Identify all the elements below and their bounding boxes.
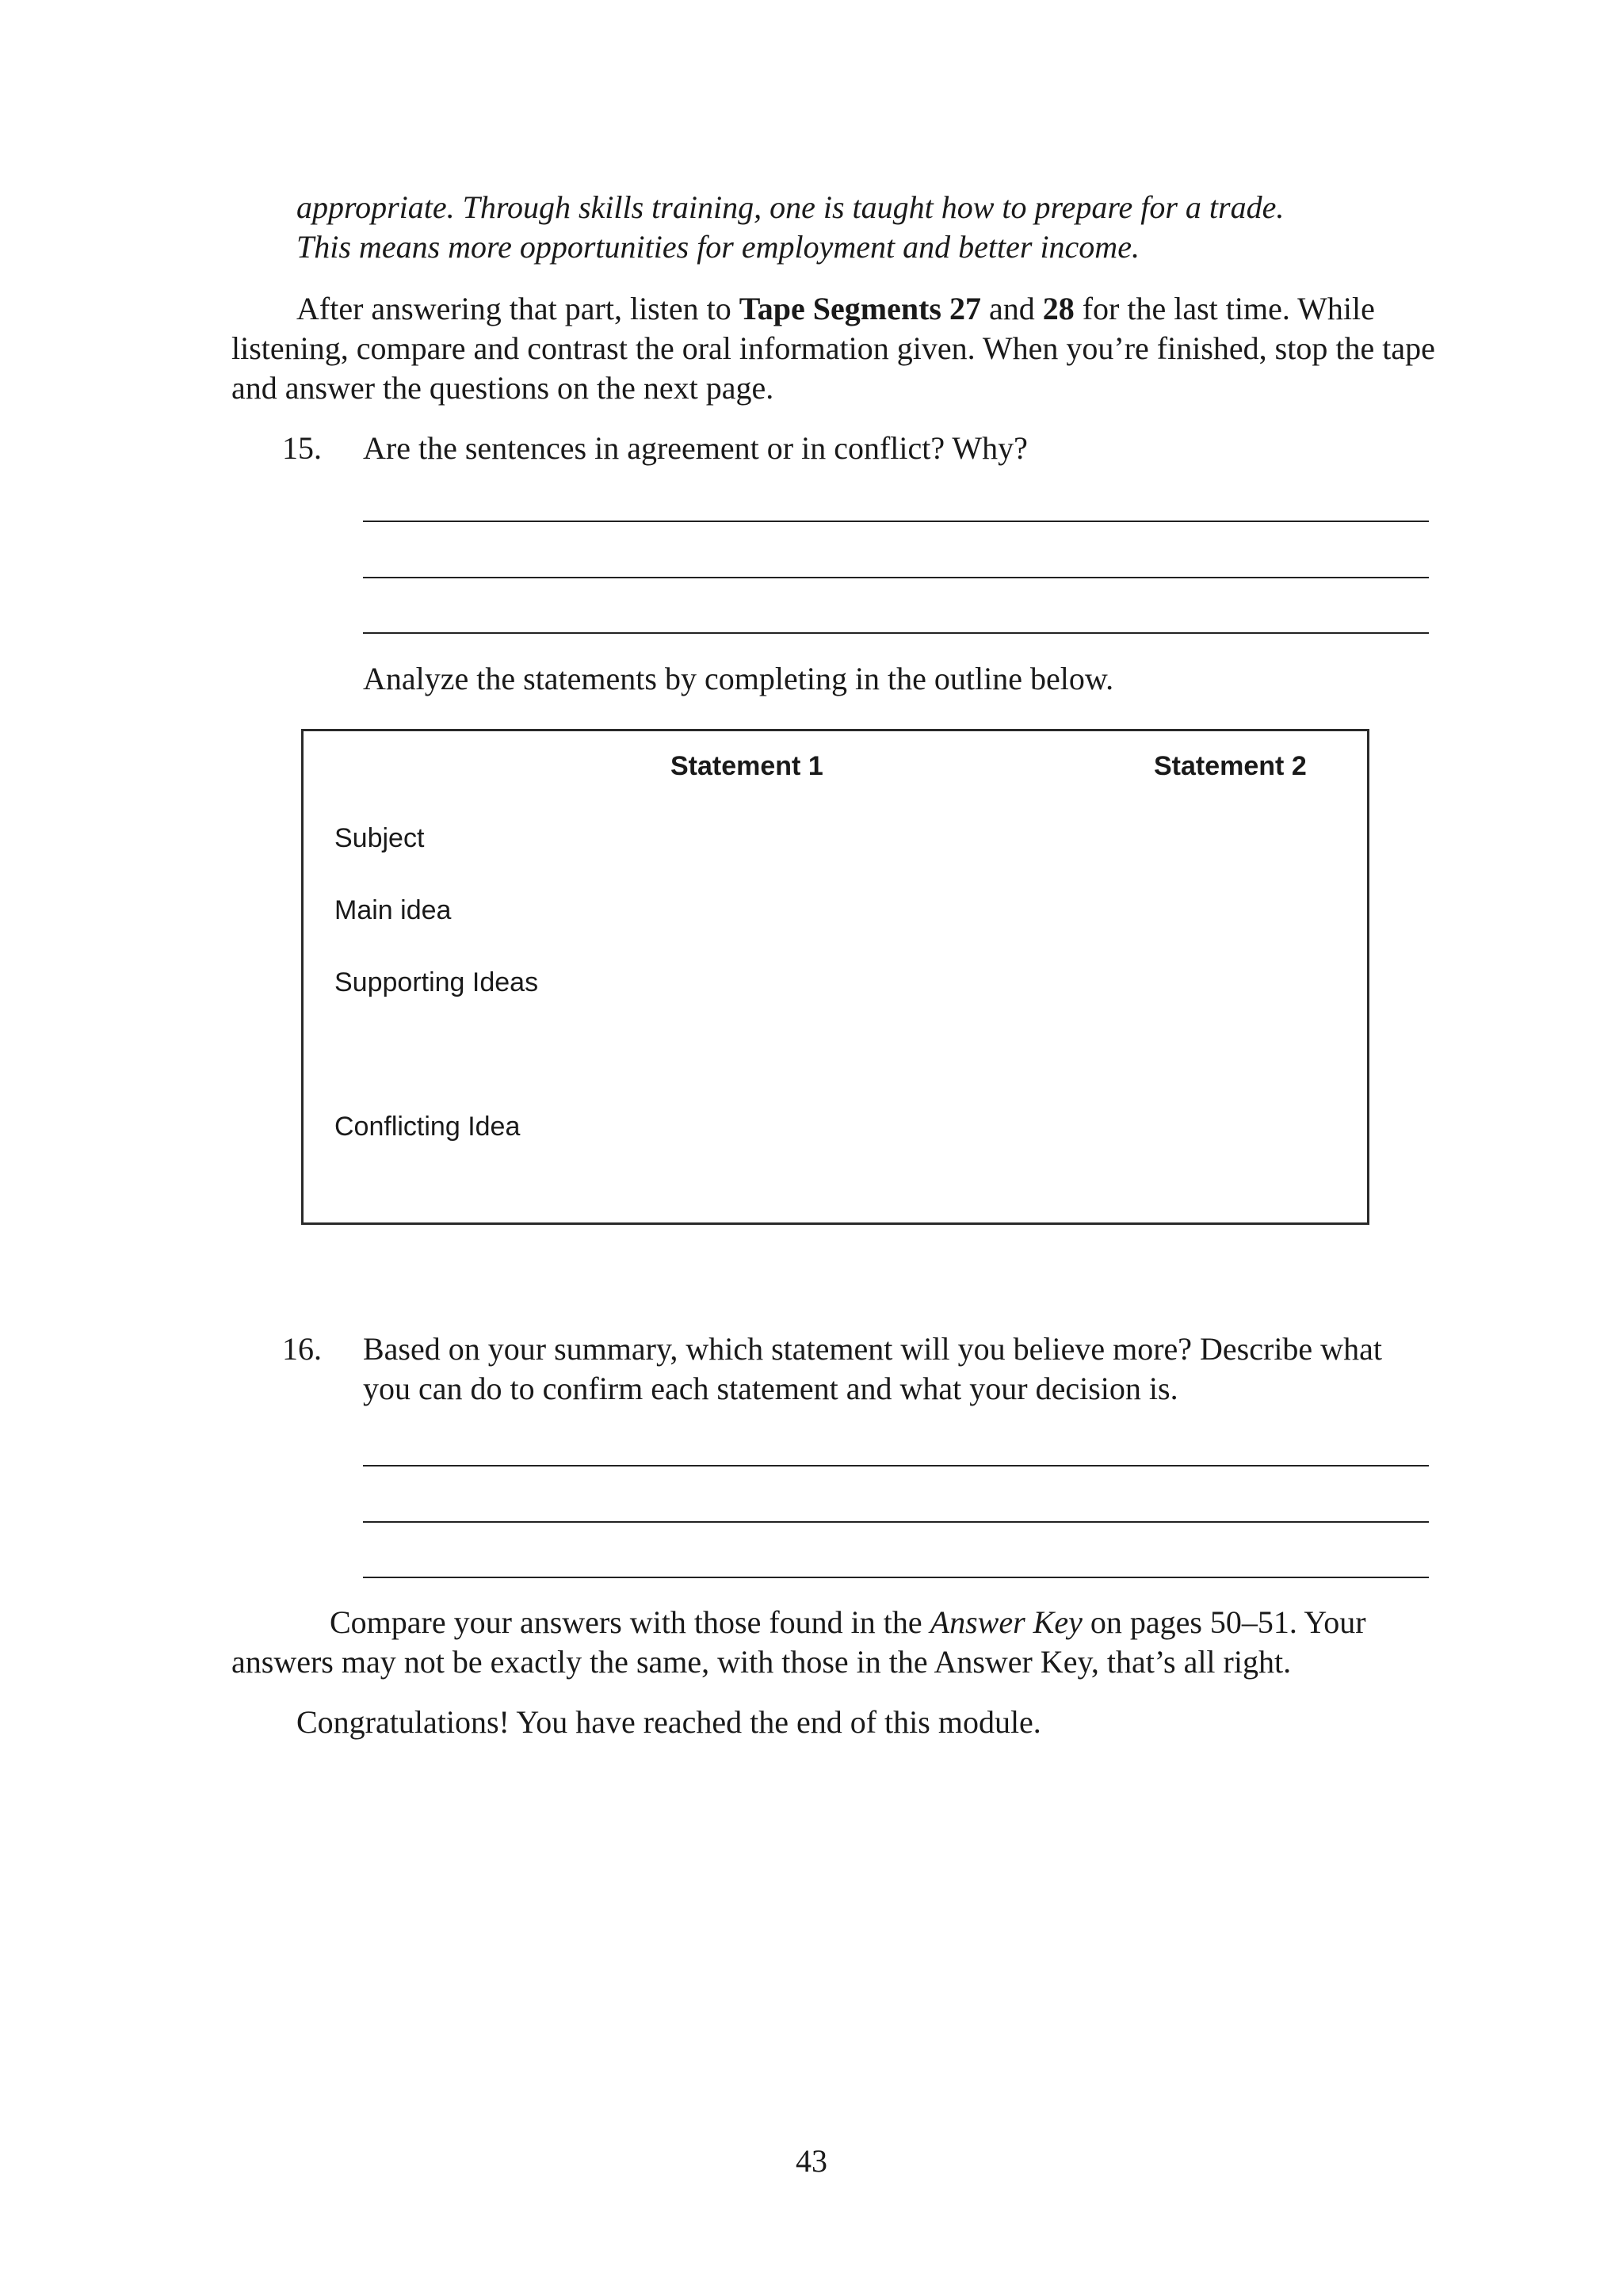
answer-line-15-1[interactable] (363, 521, 1429, 522)
outline-header-statement-1: Statement 1 (670, 751, 823, 781)
instructions-text: and (980, 291, 1043, 326)
question-16-line-2: you can do to confirm each statement and what your decision is. (363, 1371, 1178, 1406)
answer-line-16-2[interactable] (363, 1521, 1429, 1523)
congratulations-text: Congratulations! You have reached the end of this module. (296, 1704, 1041, 1740)
answer-key-reference: Answer Key (930, 1604, 1083, 1640)
answer-line-15-2[interactable] (363, 577, 1429, 578)
page-number: 43 (796, 2143, 827, 2179)
instructions-text: After answering that part, listen to (296, 291, 739, 326)
question-16-line-1: Based on your summary, which statement will you believe more? Describe what (363, 1331, 1382, 1367)
instructions-line-3: and answer the questions on the next page. (231, 370, 774, 406)
analyze-instruction: Analyze the statements by completing in the outline below. (363, 661, 1114, 696)
instructions-line-1 (296, 289, 1375, 329)
instructions-line-2: listening, compare and contrast the oral information given. When you’re finished, stop the tape (231, 330, 1435, 366)
tape-segment-number: 28 (1042, 291, 1075, 326)
intro-line-1: appropriate. Through skills training, one is taught how to prepare for a trade. (296, 189, 1285, 225)
tape-segments-label: Tape Segments 27 (739, 291, 981, 326)
instructions-text: for the last time. While (1074, 291, 1375, 326)
question-16-number: 16. (282, 1331, 322, 1367)
outline-row-supporting-ideas: Supporting Ideas (334, 967, 539, 997)
answer-line-16-1[interactable] (363, 1465, 1429, 1466)
compare-line-2: answers may not be exactly the same, with those in the Answer Key, that’s all right. (231, 1644, 1292, 1680)
answer-line-15-3[interactable] (363, 632, 1429, 634)
outline-row-conflicting-idea: Conflicting Idea (334, 1112, 521, 1142)
outline-row-subject: Subject (334, 823, 425, 853)
answer-line-16-3[interactable] (363, 1577, 1429, 1578)
intro-line-2: This means more opportunities for employment and better income. (296, 229, 1140, 265)
question-15-text: Are the sentences in agreement or in conflict? Why? (363, 430, 1028, 466)
outline-header-statement-2: Statement 2 (1154, 751, 1307, 781)
question-15-number: 15. (282, 430, 322, 466)
compare-line-1 (330, 1603, 1366, 1642)
compare-text: on pages 50–51. Your (1082, 1604, 1366, 1640)
outline-row-main-idea: Main idea (334, 895, 452, 925)
compare-text: Compare your answers with those found in the (330, 1604, 930, 1640)
